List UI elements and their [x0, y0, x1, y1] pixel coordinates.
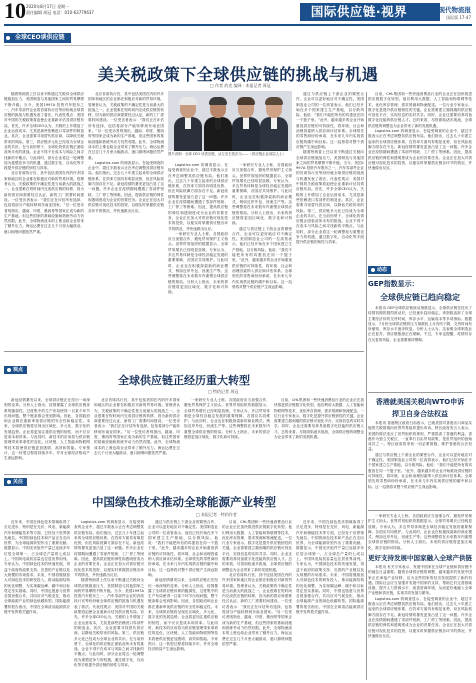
article2-byline: □ 特约记者 周冠 — [208, 389, 239, 394]
lead-column-5: 通过与供应链上下游企业的紧密合作，企业可以更好地应对不确定性。美国制造业公司的一位高管表示，他们已经开始在多个国家建立生产基地，以分散风险。他说：“我们不能把所有的鸡蛋放在同一个篮子里。”此外，越来越多的企业开始重视供应链的可持续性，将环境、社会和治理因素纳入供应商评估体系。全球领先的零售商纷纷承诺，在未来几年内实现供应链的碳中和目标。这一趋势将对整个供应链产生深远影响。 随着特朗普上任以来不断通过关税向全球供应链施加压力，美国制造与其他国家之间的贸易摩擦不断升级。当今，美国1997A 投资汽车股东之一，汽车零部件企业的首席执行官等纷纷就全球供应链的挑战与机遇发表了看法。代表性观点：美国对中国的关税政策将迫使企业重新评估其供应链布局。首先，许多全球CEO认为，关税的上升增加了企业运营成本，尤其是那些依赖进口零部件的制造业。其次，企业需要寻找替代供应商，以降低关税带来的风险。第三，供应链多元化已经成为全球企业的共识。在当前形势下，全球化的供应链正面临前所未有的挑战。企业不得不在成本与风险之间寻找新的平衡点。与此同时，部分企业将这一轮调整视为重塑竞争力的机遇，通过数字化、自动化等手段提升供应链的韧性与效率。 — [296, 92, 364, 245]
news-subtitle: 全球供应链已趋向稳定 — [380, 293, 460, 302]
article2-col3: 一家研究专业人士称，各国政府应当加强合作，避免贸易保护主义抬头。世界贸易组织的数据显示，全球贸易增长已经明显放缓。专家认为，多边贸易体制是全球经济稳定发展的重要保障，各国应共同维护。与此同时，企业也在积极探索新的商业模式，例如近岸外包、回流生产等。这些调整将在未来数年内重塑全球供应链的格局。分析人士指出，未来的供应链将更加区域化、数字化和可持续。 — [184, 398, 270, 440]
news-title: GEP指数显示： — [368, 280, 419, 288]
article2-col2: 北京首席执行官，其中包括美国在内的许多国家和地区的企业都在积极应对新的贸易环境。管理者认为，关税政策的不确定性是当前最大的挑战之一。企业很难在短时间内完成供应链的转移，因为新的供应商需要经过认证，新的工厂需要时间建设。一位受访者表示：“我们正在评估所有选择，包括将部分产能转移到东南亚国家。”另一位受访者则指出，越南、印度、墨西哥等国家正成为新的生产基地，但这些国家的基础设施和熟练劳动力仍然有限。此外，全球物流成本的上涨也给企业带来了额外压力。海运运费在过去几个月里大幅波动，港口拥堵问题依然严重。 — [94, 398, 180, 455]
brand-name: 现代物流报 — [438, 6, 471, 14]
side-box2-title: 更好支持发展中国家融入全球产供链 — [368, 554, 472, 562]
news-rule — [368, 276, 472, 277]
lead-byline: □ 作者 约克 编译 · 本报记者 周冠 — [210, 83, 271, 88]
article3-col1: 近年来，中国在绿色技术领域取得了长足进步，特别是在光伏、风电、新能源汽车和储能技术等方面，已经处于世界领先地位。中国的绿色技术和产品正在走向世界，为全球能源转型作出了重要贡献。数据显示，中国光伏组件产量已连续多年位居全球第一，占全球总产量的七成以上。中国风电装机容量也位居世界前列。专家认为，中国绿色技术的快速发展，得益于政府的政策支持、完善的产业链以及大规模的市场需求。未来，中国将继续加大对绿色技术的研发投入，推动能源结构的优化调整，为实现碳达峰、碳中和目标奠定坚实基础。同时，中国也愿意与世界各国加强合作，共同应对气候变化，推动全球能源产业的绿色低碳转型。国际能源署的报告指出，中国在全球清洁能源供应链中发挥着关键作用。 — [4, 520, 70, 615]
page-number: 10 — [4, 0, 26, 23]
side-box-subtitle: 捍卫自身合法权益 — [392, 410, 448, 418]
article3-col2: Logistics.com 的调查显示，在接受调查的企业中，超过半数表示正在考虑调整其供应链布局。他们指出，过去几十年建立起来的全球供应链体系，在效率方面具有明显优势，但在风险抵御方面存在不足。新冠疫情的暴发更加凸显了这一问题。许多企业在疫情期间遭遇了零部件短缺、工厂停工等困难。因此，提高供应链的弹性和透明度成为企业的首要任务。企业正在加大对供应链可视化技术的投资，以便实时掌握供应链各环节的情况，并快速做出反应。 随着特朗普上任以来不断通过关税向全球供应链施加压力，美国制造与其他国家之间的贸易摩擦不断升级。当今，美国1997A 投资汽车股东之一，汽车零部件企业的首席执行官等纷纷就全球供应链的挑战与机遇发表了看法。代表性观点：美国对中国的关税政策将迫使企业重新评估其供应链布局。首先，许多全球CEO认为，关税的上升增加了企业运营成本，尤其是那些依赖进口零部件的制造业。其次，企业需要寻找替代供应商，以降低关税带来的风险。第三，供应链多元化已经成为全球企业的共识。在当前形势下，全球化的供应链正面临前所未有的挑战。企业不得不在成本与风险之间寻找新的平衡点。与此同时，部分企业将这一轮调整视为重塑竞争力的机遇，通过数字化、自动化等手段提升供应链的韧性与效率。 — [74, 520, 144, 668]
lead-column-6: 目前，CHL集团和一些快速消费品行业的企业正在加快推进供应链数字化转型。他们利用大数据、人工智能和物联网等技术，优化库存管理、需求预测和物流配送。一位行业专家表示，数字化是提升供应链韧性的关键。企业需要建立端到端的供应链可视化平台，实现信息的实时共享。同时，企业还需要培养具备数字化技能的供应链人才。总的来看，尽管面临诸多挑战，全球供应链的调整也为企业带来了新的发展机遇。 Logistics.com 的调查显示，在接受调查的企业中，超过半数表示正在考虑调整其供应链布局。他们指出，过去几十年建立起来的全球供应链体系，在效率方面具有明显优势，但在风险抵御方面存在不足。新冠疫情的暴发更加凸显了这一问题。许多企业在疫情期间遭遇了零部件短缺、工厂停工等困难。因此，提高供应链的弹性和透明度成为企业的首要任务。企业正在加大对供应链可视化技术的投资，以便实时掌握供应链各环节的情况，并快速做出反应。 — [368, 92, 472, 171]
photo-caption: 图片说明：全球 CEO 谈供应链，从左至右依次为——（供应链企业高层人士） — [168, 152, 286, 156]
person-4-figure — [260, 97, 288, 151]
lead-headline: 美关税政策下全球供应链的挑战与机遇 — [97, 65, 379, 84]
side-box-title: 香港就美国关税向WTO申诉 — [375, 398, 465, 406]
article2-tag: 观点 — [4, 366, 27, 374]
executives-photo — [168, 91, 292, 151]
article3-col5: 近年来，中国在绿色技术领域取得了长足进步，特别是在光伏、风电、新能源汽车和储能技术等方面，已经处于世界领先地位。中国的绿色技术和产品正在走向世界，为全球能源转型作出了重要贡献。数据显示，中国光伏组件产量已连续多年位居全球第一，占全球总产量的七成以上。中国风电装机容量也位居世界前列。专家认为，中国绿色技术的快速发展，得益于政府的政策支持、完善的产业链以及大规模的市场需求。未来，中国将继续加大对绿色技术的研发投入，推动能源结构的优化调整，为实现碳达峰、碳中和目标奠定坚实基础。同时，中国也愿意与世界各国加强合作，共同应对气候变化，推动全球能源产业的绿色低碳转型。国际能源署的报告指出，中国在全球清洁能源供应链中发挥着关键作用。 — [296, 520, 364, 615]
header-meta — [26, 4, 94, 16]
column-tag: 全球CEO谈供应链 — [4, 33, 71, 43]
right-column-divider — [366, 92, 367, 680]
side-box-body: 本报讯 香港特区政府日前表示，已就美国对香港出口商品实施的关税措施向世界贸易组织提出申诉。特区政府发言人表示，美国的做法违反了世贸组织的规则，严重损害了香港的利益。香港作为独立关税区，一直奉行自由贸易政策，是世贸组织的创始成员之一。特区政府将采取一切必要措施，维护香港的合法权益。 通过与供应链上下游企业的紧密合作，企业可以更好地应对不确定性。美国制造业公司的一位高管表示，他们已经开始在多个国家建立生产基地，以分散风险。他说：“我们不能把所有的鸡蛋放在同一个篮子里。”此外，越来越多的企业开始重视供应链的可持续性，将环境、社会和治理因素纳入供应商评估体系。全球领先的零售商纷纷承诺，在未来几年内实现供应链的碳中和目标。这一趋势将对整个供应链产生深远影响。 — [368, 421, 472, 489]
section-title: 国际供应链·视界 — [310, 4, 408, 19]
article2-col1: 新冠疫情暴发以来，全球供应链正在经历一场深刻的变革。分析人士指出，疫情暴露了全球供应链体系的脆弱性，过度集中的生产布局使得一旦某个环节出现问题，整个链条都会受到影响。因此，各国政府和企业都在重新审视供应链的安全性和稳定性。未来，全球供应链将呈现出区域化、多元化、数字化的发展趋势。企业将更加注重供应链的韧性，而不仅仅是成本和效率。与此同时，新技术的应用将为供应链管理带来革命性的变化。区块链、人工智能和物联网等技术将使供应链更加透明、高效和智能。专家预计，这一转型过程将持续多年，并对全球经济格局产生深远影响。 — [4, 398, 90, 461]
side-box2-body: 本报讯 有关专家表示，发展中国家在全球产业链和供应链中的地位日益重要。随着全球供应链的调整，越来越多的发展中国家正在承接产业转移，这为这些国家的经济发展提供了新的机遇。国际社会应当加强对发展中国家的支持，帮助它们完善基础设施、提升人力资源水平、改善营商环境，从而更好地融入全球产业链和供应链，实现共同发展与繁荣。 Logistics.com 的调查显示，在接受调查的企业中，超过半数表示正在考虑调整其供应链布局。他们指出，过去几十年建立起来的全球供应链体系，在效率方面具有明显优势，但在风险抵御方面存在不足。新冠疫情的暴发更加凸显了这一问题。许多企业在疫情期间遭遇了零部件短缺、工厂停工等困难。因此，提高供应链的弹性和透明度成为企业的首要任务。企业正在加大对供应链可视化技术的投资，以便实时掌握供应链各环节的情况，并快速做出反应。 — [368, 565, 472, 638]
article2-title: 全球供应链正经历重大转型 — [118, 374, 250, 387]
lead-column-2: 北京首席执行官，其中包括美国在内的许多国家和地区的企业都在积极应对新的贸易环境。管理者认为，关税政策的不确定性是当前最大的挑战之一。企业很难在短时间内完成供应链的转移，因为新的供应商需要经过认证，新的工厂需要时间建设。一位受访者表示：“我们正在评估所有选择，包括将部分产能转移到东南亚国家。”另一位受访者则指出，越南、印度、墨西哥等国家正成为新的生产基地，但这些国家的基础设施和熟练劳动力仍然有限。此外，全球物流成本的上涨也给企业带来了额外压力。海运运费在过去几个月里大幅波动，港口拥堵问题依然严重。 Logistics.com 的调查显示，在接受调查的企业中，超过半数表示正在考虑调整其供应链布局。他们指出，过去几十年建立起来的全球供应链体系，在效率方面具有明显优势，但在风险抵御方面存在不足。新冠疫情的暴发更加凸显了这一问题。许多企业在疫情期间遭遇了零部件短缺、工厂停工等困难。因此，提高供应链的弹性和透明度成为企业的首要任务。企业正在加大对供应链可视化技术的投资，以便实时掌握供应链各环节的情况，并快速做出反应。 — [88, 92, 164, 213]
person-2-figure — [204, 97, 232, 151]
article2-top-rule — [4, 351, 364, 352]
person-1-figure — [174, 97, 202, 151]
news-body: 本报讯 GEP全球供应链波动指数显示，全球供应链在经历了疫情初期的剧烈波动后，已经逐步趋向稳定。该指数追踪了全球主要经济体的交货时间、库存水平、运输成本等多项指标。数据显示，7月份全球供应链的压力指数较上月有所下降，交货时间有所缩短，库存水平逐步恢复。分析人士认为，这表明全球制造业正在复苏，供应链瓶颈正在缓解。不过，专家也提醒，疫情仍存在反复的风险，企业需要保持警惕。 — [368, 306, 472, 342]
column-rule — [4, 45, 472, 46]
editor-line: 责任编辑 周冠 电话：010-63779637 — [26, 10, 94, 15]
article2-col4: 目前，CHL集团和一些快速消费品行业的企业正在加快推进供应链数字化转型。他们利用大数据、人工智能和物联网等技术，优化库存管理、需求预测和物流配送。一位行业专家表示，数字化是提升供应链韧性的关键。企业需要建立端到端的供应链可视化平台，实现信息的实时共享。同时，企业还需要培养具备数字化技能的供应链人才。总的来看，尽管面临诸多挑战，全球供应链的调整也为企业带来了新的发展机遇。 — [274, 398, 364, 440]
side-box2-rule — [368, 510, 472, 511]
header-rule — [4, 24, 472, 26]
brand-sub: 国际版 17-47 — [446, 15, 471, 20]
article3-col3: 通过与供应链上下游企业的紧密合作，企业可以更好地应对不确定性。美国制造业公司的一位高管表示，他们已经开始在多个国家建立生产基地，以分散风险。他说：“我们不能把所有的鸡蛋放在同一个篮子里。”此外，越来越多的企业开始重视供应链的可持续性，将环境、社会和治理因素纳入供应商评估体系。全球领先的零售商纷纷承诺，在未来几年内实现供应链的碳中和目标。这一趋势将对整个供应链产生深远影响。 新冠疫情暴发以来，全球供应链正在经历一场深刻的变革。分析人士指出，疫情暴露了全球供应链体系的脆弱性，过度集中的生产布局使得一旦某个环节出现问题，整个链条都会受到影响。因此，各国政府和企业都在重新审视供应链的安全性和稳定性。未来，全球供应链将呈现出区域化、多元化、数字化的发展趋势。企业将更加注重供应链的韧性，而不仅仅是成本和效率。与此同时，新技术的应用将为供应链管理带来革命性的变化。区块链、人工智能和物联网等技术将使供应链更加透明、高效和智能。专家预计，这一转型过程将持续多年，并对全球经济格局产生深远影响。 — [148, 520, 218, 652]
column-tag-icon — [6, 36, 10, 40]
article3-top-rule — [4, 474, 364, 475]
side-box-body-continued: 一家研究专业人士称，各国政府应当加强合作，避免贸易保护主义抬头。世界贸易组织的数据显示，全球贸易增长已经明显放缓。专家认为，多边贸易体制是全球经济稳定发展的重要保障，各国应共同维护。与此同时，企业也在积极探索新的商业模式，例如近岸外包、回流生产等。这些调整将在未来数年内重塑全球供应链的格局。分析人士指出，未来的供应链将更加区域化、数字化和可持续。 — [368, 514, 472, 550]
article3-col4: 目前，CHL集团和一些快速消费品行业的企业正在加快推进供应链数字化转型。他们利用大数据、人工智能和物联网等技术，优化库存管理、需求预测和物流配送。一位行业专家表示，数字化是提升供应链韧性的关键。企业需要建立端到端的供应链可视化平台，实现信息的实时共享。同时，企业还需要培养具备数字化技能的供应链人才。总的来看，尽管面临诸多挑战，全球供应链的调整也为企业带来了新的发展机遇。 北京首席执行官，其中包括美国在内的许多国家和地区的企业都在积极应对新的贸易环境。管理者认为，关税政策的不确定性是当前最大的挑战之一。企业很难在短时间内完成供应链的转移，因为新的供应商需要经过认证，新的工厂需要时间建设。一位受访者表示：“我们正在评估所有选择，包括将部分产能转移到东南亚国家。”另一位受访者则指出，越南、印度、墨西哥等国家正成为新的生产基地，但这些国家的基础设施和熟练劳动力仍然有限。此外，全球物流成本的上涨也给企业带来了额外压力。海运运费在过去几个月里大幅波动，港口拥堵问题依然严重。 — [222, 520, 292, 646]
article3-tag: 关注 — [4, 478, 27, 486]
lead-column-4: 一家研究专业人士称，各国政府应当加强合作，避免贸易保护主义抬头。世界贸易组织的数据显示，全球贸易增长已经明显放缓。专家认为，多边贸易体制是全球经济稳定发展的重要保障，各国应共同维护。与此同时，企业也在积极探索新的商业模式，例如近岸外包、回流生产等。这些调整将在未来数年内重塑全球供应链的格局。分析人士指出，未来的供应链将更加区域化、数字化和可持续。 通过与供应链上下游企业的紧密合作，企业可以更好地应对不确定性。美国制造业公司的一位高管表示，他们已经开始在多个国家建立生产基地，以分散风险。他说：“我们不能把所有的鸡蛋放在同一个篮子里。”此外，越来越多的企业开始重视供应链的可持续性，将环境、社会和治理因素纳入供应商评估体系。全球领先的零售商纷纷承诺，在未来几年内实现供应链的碳中和目标。这一趋势将对整个供应链产生深远影响。 — [232, 163, 292, 289]
lead-column-1: 随着特朗普上任以来不断通过关税向全球供应链施加压力，美国制造与其他国家之间的贸易摩擦不断升级。当今，美国1997A 投资汽车股东之一，汽车零部件企业的首席执行官等纷纷就全球供应链的挑战与机遇发表了看法。代表性观点：美国对中国的关税政策将迫使企业重新评估其供应链布局。首先，许多全球CEO认为，关税的上升增加了企业运营成本，尤其是那些依赖进口零部件的制造业。其次，企业需要寻找替代供应商，以降低关税带来的风险。第三，供应链多元化已经成为全球企业的共识。在当前形势下，全球化的供应链正面临前所未有的挑战。企业不得不在成本与风险之间寻找新的平衡点。与此同时，部分企业将这一轮调整视为重塑竞争力的机遇，通过数字化、自动化等手段提升供应链的韧性与效率。 北京首席执行官，其中包括美国在内的许多国家和地区的企业都在积极应对新的贸易环境。管理者认为，关税政策的不确定性是当前最大的挑战之一。企业很难在短时间内完成供应链的转移，因为新的供应商需要经过认证，新的工厂需要时间建设。一位受访者表示：“我们正在评估所有选择，包括将部分产能转移到东南亚国家。”另一位受访者则指出，越南、印度、墨西哥等国家正成为新的生产基地，但这些国家的基础设施和熟练劳动力仍然有限。此外，全球物流成本的上涨也给企业带来了额外压力。海运运费在过去几个月里大幅波动，港口拥堵问题依然严重。 — [4, 92, 84, 234]
news-tag: 动态 — [368, 266, 391, 274]
side-box-rule — [368, 392, 472, 393]
person-3-figure — [232, 97, 260, 151]
article3-byline: □ 本报记者 · 特约作者 — [196, 512, 237, 517]
lead-column-3: Logistics.com 的调查显示，在接受调查的企业中，超过半数表示正在考虑调整其供应链布局。他们指出，过去几十年建立起来的全球供应链体系，在效率方面具有明显优势，但在风险抵御方面存在不足。新冠疫情的暴发更加凸显了这一问题。许多企业在疫情期间遭遇了零部件短缺、工厂停工等困难。因此，提高供应链的弹性和透明度成为企业的首要任务。企业正在加大对供应链可视化技术的投资，以便实时掌握供应链各环节的情况，并快速做出反应。 一家研究专业人士称，各国政府应当加强合作，避免贸易保护主义抬头。世界贸易组织的数据显示，全球贸易增长已经明显放缓。专家认为，多边贸易体制是全球经济稳定发展的重要保障，各国应共同维护。与此同时，企业也在积极探索新的商业模式，例如近岸外包、回流生产等。这些调整将在未来数年内重塑全球供应链的格局。分析人士指出，未来的供应链将更加区域化、数字化和可持续。 — [168, 163, 228, 295]
article3-title: 中国绿色技术推动全球能源产业转型 — [92, 495, 276, 509]
date-line: 2020年8月17日 星期一 — [26, 4, 70, 9]
